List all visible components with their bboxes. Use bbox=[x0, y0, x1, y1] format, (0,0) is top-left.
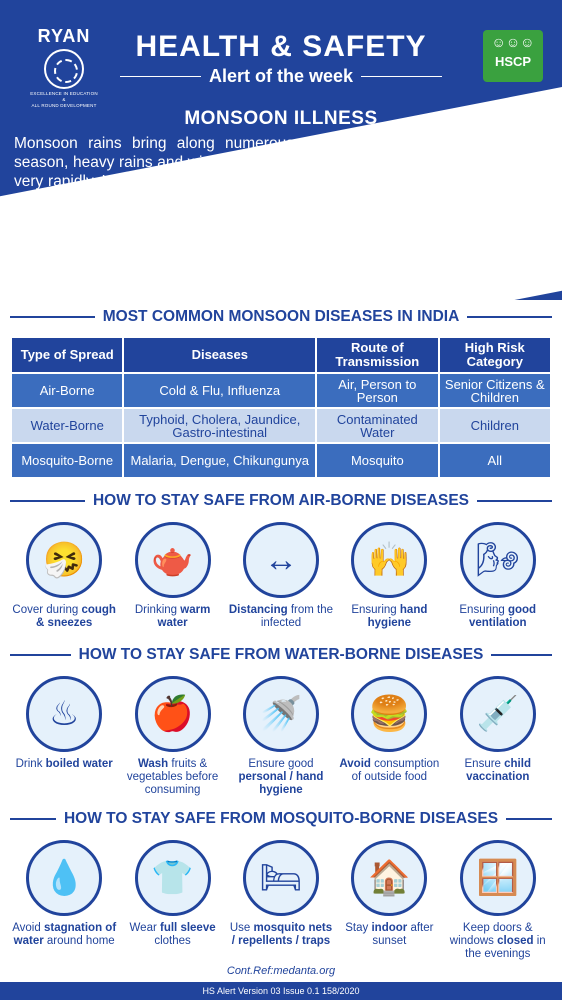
tip-item bbox=[119, 676, 227, 797]
ventilation-icon: 🌬 bbox=[460, 522, 536, 598]
tip-caption-bold: warm water bbox=[157, 604, 211, 629]
tip-item bbox=[10, 676, 118, 797]
intro-body: Monsoon rains bring along numerous diseases every year. During this season, heavy rains and windy environment spread many infectious diseases very rapidly. Hence, this is the best time to put ‘prevention is better than cure’ into action. Early diagnosis and a few basic preventive and hygienic measures can help us stay healthy during this season. bbox=[14, 135, 548, 228]
table-header-row bbox=[12, 338, 550, 372]
tip-caption bbox=[10, 604, 118, 630]
tip-caption-bold: personal / hand hygiene bbox=[238, 771, 324, 796]
tip-caption bbox=[227, 758, 335, 797]
table-row bbox=[12, 374, 550, 407]
air-section-title-text: HOW TO STAY SAFE FROM AIR-BORNE DISEASES bbox=[92, 492, 470, 509]
intro-heading: MONSOON ILLNESS bbox=[184, 108, 378, 129]
tip-caption-text: Cover during bbox=[12, 604, 82, 616]
tip-item bbox=[444, 676, 552, 797]
tip-caption bbox=[10, 758, 118, 771]
vaccination-icon: 💉 bbox=[460, 676, 536, 752]
water-jug-icon: 🫖 bbox=[135, 522, 211, 598]
distancing-icon: ↔ bbox=[243, 522, 319, 598]
hand-wash-icon: 🙌 bbox=[351, 522, 427, 598]
tip-caption-text: around home bbox=[43, 935, 115, 947]
tip-item bbox=[335, 840, 443, 961]
ryan-tagline-2: & bbox=[62, 97, 66, 102]
full-sleeve-icon: 👕 bbox=[135, 840, 211, 916]
tip-caption-text: fruits & vegetables before consuming bbox=[126, 758, 219, 796]
tip-caption bbox=[119, 604, 227, 630]
table-cell: Mosquito-Borne bbox=[12, 444, 122, 477]
tip-item bbox=[119, 840, 227, 961]
footer: HS Alert Version 03 Issue 0.1 158/2020 bbox=[0, 982, 562, 1000]
tip-caption-bold: boiled water bbox=[45, 758, 113, 770]
tip-caption-text: Ensuring bbox=[459, 604, 508, 616]
tip-caption-bold: cough & sneezes bbox=[36, 604, 116, 629]
diseases-section-title-text: MOST COMMON MONSOON DISEASES IN INDIA bbox=[102, 308, 460, 325]
water-section-title bbox=[0, 646, 562, 664]
tip-caption-text: in the evenings bbox=[465, 935, 546, 960]
tip-caption bbox=[444, 758, 552, 784]
tip-item bbox=[335, 676, 443, 797]
tip-caption-bold: child vaccination bbox=[466, 758, 531, 783]
tip-caption-bold: mosquito nets / repellents / traps bbox=[231, 922, 333, 947]
tip-caption-text: Drink bbox=[15, 758, 46, 770]
water-tips bbox=[0, 676, 562, 797]
table-cell: Typhoid, Cholera, Jaundice, Gastro-intestinal bbox=[124, 409, 315, 442]
table-row bbox=[12, 409, 550, 442]
indoor-icon: 🏠 bbox=[351, 840, 427, 916]
ryan-logo bbox=[14, 26, 114, 106]
tip-caption bbox=[335, 604, 443, 630]
tip-item bbox=[444, 840, 552, 961]
sneeze-icon: 🤧 bbox=[26, 522, 102, 598]
page-subtitle-text: Alert of the week bbox=[208, 66, 354, 86]
ryan-logo-name: RYAN bbox=[37, 26, 91, 46]
tip-item bbox=[444, 522, 552, 630]
title-block bbox=[120, 30, 442, 87]
page-title: HEALTH & SAFETY bbox=[135, 30, 427, 63]
tip-caption bbox=[444, 922, 552, 961]
mosquito-section-title bbox=[0, 810, 562, 828]
tip-caption bbox=[119, 922, 227, 948]
water-section-title-text: HOW TO STAY SAFE FROM WATER-BORNE DISEASES bbox=[78, 646, 484, 663]
tip-caption-bold: Wash bbox=[137, 758, 169, 770]
mosquito-section-title-text: HOW TO STAY SAFE FROM MOSQUITO-BORNE DISEASES bbox=[63, 810, 499, 827]
tip-item bbox=[227, 676, 335, 797]
tip-caption-bold: hand hygiene bbox=[367, 604, 428, 629]
air-tips bbox=[0, 522, 562, 630]
tip-caption-text: clothes bbox=[154, 935, 191, 947]
tip-caption-bold: good ventilation bbox=[468, 604, 537, 629]
table-cell: Mosquito bbox=[317, 444, 437, 477]
diseases-table bbox=[10, 336, 552, 479]
table-header-cell: Route of Transmission bbox=[317, 338, 437, 372]
table-cell: Air-Borne bbox=[12, 374, 122, 407]
ryan-emblem-icon bbox=[44, 49, 84, 89]
tip-caption bbox=[227, 604, 335, 630]
tip-caption bbox=[10, 922, 118, 948]
table-header-cell: High Risk Category bbox=[440, 338, 550, 372]
tip-caption-text: from the infected bbox=[260, 604, 334, 629]
table-cell: All bbox=[440, 444, 550, 477]
tip-caption-text: Stay bbox=[345, 922, 372, 934]
table-header-cell: Diseases bbox=[124, 338, 315, 372]
table-cell: Senior Citizens & Children bbox=[440, 374, 550, 407]
window-icon: 🪟 bbox=[460, 840, 536, 916]
wash-fruit-icon: 🍎 bbox=[135, 676, 211, 752]
tip-caption bbox=[335, 922, 443, 948]
tip-caption-bold: closed bbox=[497, 935, 534, 947]
food-stall-icon: 🍔 bbox=[351, 676, 427, 752]
tip-caption bbox=[227, 922, 335, 948]
tip-caption-bold: indoor bbox=[371, 922, 408, 934]
diseases-section-title bbox=[0, 308, 562, 326]
tip-caption-bold: Avoid bbox=[339, 758, 371, 770]
hscp-logo bbox=[483, 30, 543, 82]
table-cell: Air, Person to Person bbox=[317, 374, 437, 407]
tip-caption bbox=[444, 604, 552, 630]
tip-caption-bold: stagnation of water bbox=[13, 922, 117, 947]
tip-caption-text: consumption of outside food bbox=[351, 758, 440, 783]
tip-caption-bold: full sleeve bbox=[160, 922, 216, 934]
tip-caption-bold: Distancing bbox=[228, 604, 288, 616]
tip-caption-text: Ensuring bbox=[351, 604, 400, 616]
boiling-pot-icon: ♨ bbox=[26, 676, 102, 752]
tip-item bbox=[227, 522, 335, 630]
hscp-logo-text: HSCP bbox=[494, 54, 532, 69]
tip-caption-text: Wear bbox=[129, 922, 160, 934]
stagnant-water-icon: 💧 bbox=[26, 840, 102, 916]
ryan-tagline-1: EXCELLENCE IN EDUCATION bbox=[30, 91, 98, 96]
table-cell: Children bbox=[440, 409, 550, 442]
table-row bbox=[12, 444, 550, 477]
page-subtitle bbox=[120, 66, 442, 87]
tip-caption-text: Drinking bbox=[134, 604, 181, 616]
people-icon: ☺☺☺ bbox=[491, 34, 535, 50]
mosquito-net-icon: 🛏 bbox=[243, 840, 319, 916]
tip-caption-text: Keep doors & windows bbox=[449, 922, 533, 947]
air-section-title bbox=[0, 492, 562, 510]
table-cell: Malaria, Dengue, Chikungunya bbox=[124, 444, 315, 477]
reference-text: Cont.Ref:medanta.org bbox=[226, 965, 336, 977]
tip-caption-text: Use bbox=[229, 922, 254, 934]
tip-item bbox=[10, 522, 118, 630]
ryan-tagline-3: ALL ROUND DEVELOPMENT bbox=[31, 103, 97, 108]
tip-item bbox=[335, 522, 443, 630]
tip-caption-text: Avoid bbox=[12, 922, 44, 934]
tip-item bbox=[10, 840, 118, 961]
tip-caption bbox=[335, 758, 443, 784]
tip-caption-text: after sunset bbox=[372, 922, 434, 947]
shower-icon: 🚿 bbox=[243, 676, 319, 752]
tip-item bbox=[119, 522, 227, 630]
table-cell: Water-Borne bbox=[12, 409, 122, 442]
tip-item bbox=[227, 840, 335, 961]
tip-caption-text: Ensure bbox=[464, 758, 505, 770]
tip-caption-text: Ensure good bbox=[248, 758, 314, 770]
mosquito-tips bbox=[0, 840, 562, 961]
table-cell: Contaminated Water bbox=[317, 409, 437, 442]
table-header-cell: Type of Spread bbox=[12, 338, 122, 372]
table-cell: Cold & Flu, Influenza bbox=[124, 374, 315, 407]
tip-caption bbox=[119, 758, 227, 797]
